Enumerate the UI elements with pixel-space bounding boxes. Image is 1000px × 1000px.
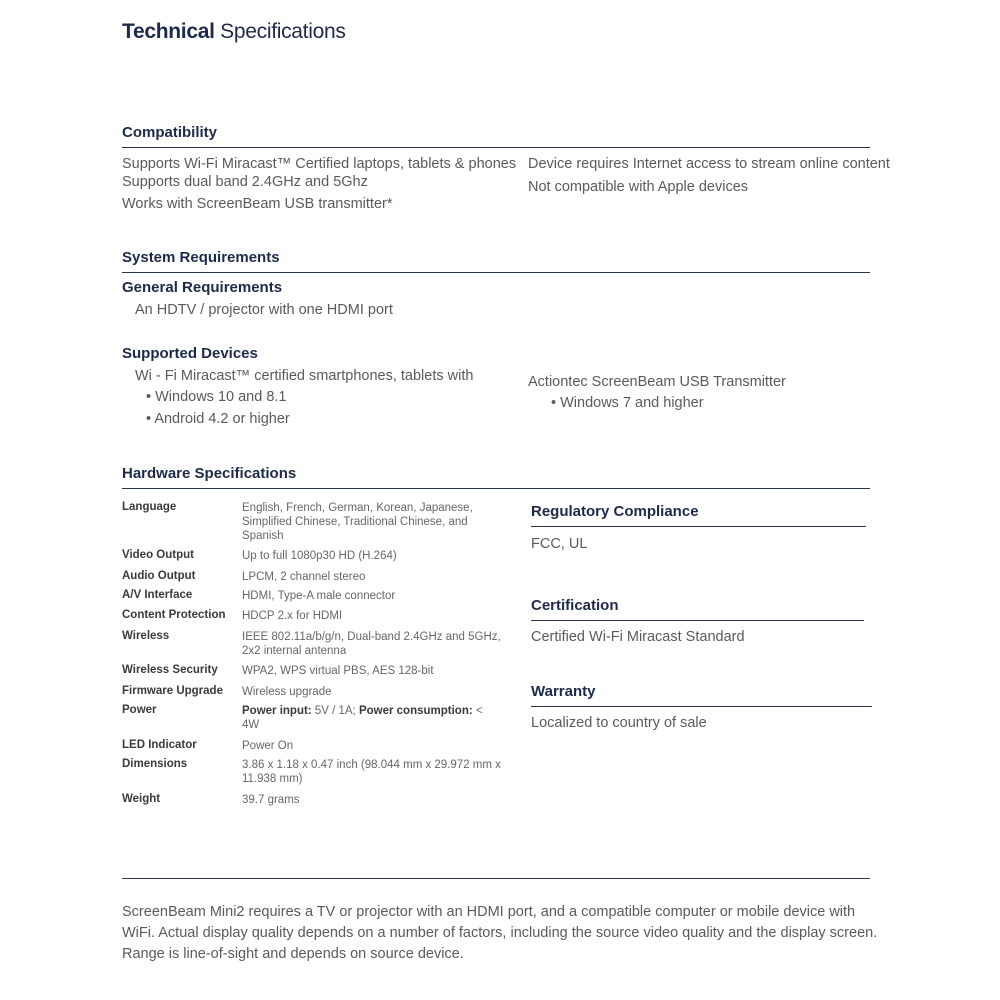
spec-value-led-indicator: Power On [242,740,294,752]
certification-heading: Certification [531,597,619,614]
spec-value-content-protection: HDCP 2.x for HDMI [242,610,343,622]
compatibility-left-1: Supports Wi-Fi Miracast™ Certified laptops, tablets & phones [122,156,517,172]
spec-label-wireless-security: Wireless Security [122,664,218,676]
spec-label-power: Power [122,704,157,716]
spec-value-firmware-upgrade: Wireless upgrade [242,686,332,698]
spec-value-wireless-security: WPA2, WPS virtual PBS, AES 128-bit [242,665,434,677]
regulatory-compliance-divider [531,526,866,527]
spec-label-wireless: Wireless [122,630,170,642]
spec-value-power [242,704,492,732]
supported-devices-heading: Supported Devices [122,345,258,362]
spec-label-video-output: Video Output [122,549,194,561]
spec-value-wireless: IEEE 802.11a/b/g/n, Dual-band 2.4GHz and 5GHz, 2x2 internal antenna [242,631,501,657]
page-title-bold: Technical [122,20,215,43]
supported-devices-left-bullet: • Windows 10 and 8.1 [146,389,287,405]
spec-label-language: Language [122,501,177,513]
bullet-text: Android 4.2 or higher [154,411,290,427]
spec-label-dimensions: Dimensions [122,758,188,770]
supported-devices-left-bullet: • Android 4.2 or higher [146,411,290,427]
spec-value-audio-output: LPCM, 2 channel stereo [242,571,366,583]
page-title [122,20,346,44]
hardware-specifications-divider [122,488,870,489]
spec-value-weight: 39.7 grams [242,794,300,806]
compatibility-right-1: Device requires Internet access to stream online content [528,156,890,172]
power-consumption-value: < 4W [242,705,483,731]
power-input-label: Power input: [242,705,312,717]
supported-devices-right-bullet: • Windows 7 and higher [551,395,704,411]
supported-devices-left-intro: Wi - Fi Miracast™ certified smartphones, tablets with [135,368,474,384]
spec-label-av-interface: A/V Interface [122,589,193,601]
regulatory-compliance-text: FCC, UL [531,536,588,552]
power-input-value: 5V / 1A; [311,705,359,717]
system-requirements-divider [122,272,870,273]
general-requirements-heading: General Requirements [122,279,283,296]
spec-value-av-interface: HDMI, Type-A male connector [242,590,396,602]
footer-divider [122,878,870,879]
system-requirements-heading: System Requirements [122,249,280,266]
compatibility-divider [122,147,870,148]
compatibility-left-2: Supports dual band 2.4GHz and 5Ghz [122,174,368,190]
spec-label-content-protection: Content Protection [122,609,226,621]
compatibility-right-2: Not compatible with Apple devices [528,179,749,195]
supported-devices-right-intro: Actiontec ScreenBeam USB Transmitter [528,374,786,390]
certification-text: Certified Wi-Fi Miracast Standard [531,629,745,645]
warranty-text: Localized to country of sale [531,715,707,731]
spec-label-led-indicator: LED Indicator [122,739,197,751]
page-title-regular: Specifications [220,20,346,43]
spec-label-audio-output: Audio Output [122,570,196,582]
hardware-specifications-heading: Hardware Specifications [122,465,297,482]
bullet-text: Windows 7 and higher [560,395,704,411]
spec-value-language: English, French, German, Korean, Japanese, Simplified Chinese, Traditional Chinese, and Spanish [242,502,473,542]
spec-value-dimensions: 3.86 x 1.18 x 0.47 inch (98.044 mm x 29.972 mm x 11.938 mm) [242,759,501,785]
spec-label-firmware-upgrade: Firmware Upgrade [122,685,223,697]
warranty-heading: Warranty [531,683,596,700]
spec-label-weight: Weight [122,793,161,805]
certification-divider [531,620,864,621]
general-requirements-text: An HDTV / projector with one HDMI port [135,302,393,318]
power-consumption-label: Power consumption: [358,705,473,717]
footer-disclaimer: ScreenBeam Mini2 requires a TV or projector with an HDMI port, and a compatible computer or mobile device with WiFi. Actual display quality depends on a number of factors, including the source video quality and the display screen. Range is line-of-sight and depends on source device. [122,904,878,962]
compatibility-left-3: Works with ScreenBeam USB transmitter* [122,196,393,212]
spec-value-video-output: Up to full 1080p30 HD (H.264) [242,550,397,562]
compatibility-heading: Compatibility [122,124,218,141]
bullet-text: Windows 10 and 8.1 [155,389,287,405]
warranty-divider [531,706,872,707]
regulatory-compliance-heading: Regulatory Compliance [531,503,699,520]
